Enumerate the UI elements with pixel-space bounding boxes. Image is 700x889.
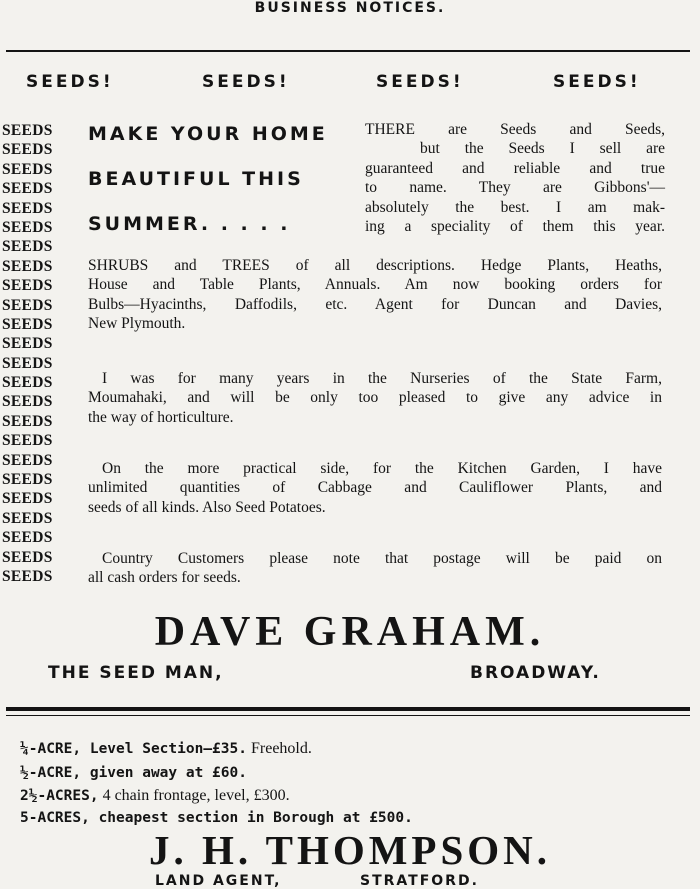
para-line: Country Customers please note that postage will be paid on <box>102 550 662 567</box>
listing-size: 2½-ACRES, <box>20 788 99 804</box>
intro-line: but the Seeds I sell are <box>420 140 665 158</box>
side-seeds: SEEDS <box>2 374 53 392</box>
para-line: the way of horticulture. <box>88 408 234 426</box>
side-seeds: SEEDS <box>2 218 53 236</box>
intro-line: absolutely the best. I am mak- <box>365 198 665 216</box>
listing-row <box>20 764 247 782</box>
land-agent-name: J. H. THOMPSON. <box>148 827 552 873</box>
side-seeds: SEEDS <box>2 141 53 159</box>
section-divider-thick <box>6 707 690 711</box>
intro-line: THERE are Seeds and Seeds, <box>365 121 665 138</box>
kitchen-paragraph <box>88 459 662 517</box>
listing-extra: Freehold. <box>246 740 312 757</box>
listing-desc: given away at £60. <box>81 765 247 781</box>
land-agent-tagline: LAND AGENT, <box>155 873 282 889</box>
seeds-banner-4: SEEDS! <box>553 72 641 92</box>
listing-row <box>20 787 290 805</box>
side-seeds: SEEDS <box>2 160 53 178</box>
para-line: unlimited quantities of Cabbage and Cauliflower Plants, and <box>88 479 662 497</box>
para-line: SHRUBS and TREES of all descriptions. Hedge Plants, Heaths, <box>88 257 662 274</box>
para-line: seeds of all kinds. Also Seed Potatoes. <box>88 498 326 516</box>
side-seeds: SEEDS <box>2 277 53 295</box>
side-seeds: SEEDS <box>2 432 53 450</box>
headline-line-2: BEAUTIFUL THIS <box>88 168 304 190</box>
listing-row <box>20 809 413 827</box>
para-line: Bulbs—Hyacinths, Daffodils, etc. Agent for Duncan and Davies, <box>88 295 662 313</box>
para-line: House and Table Plants, Annuals. Am now booking orders for <box>88 276 662 294</box>
side-seeds: SEEDS <box>2 296 53 314</box>
side-seeds: SEEDS <box>2 257 53 275</box>
seeds-banner-1: SEEDS! <box>26 72 114 92</box>
listing-desc: Level Section—£35. <box>81 741 247 757</box>
side-seeds: SEEDS <box>2 567 53 585</box>
advertiser-name: DAVE GRAHAM. <box>154 609 546 655</box>
section-heading: BUSINESS NOTICES. <box>254 0 446 16</box>
intro-line: ing a speciality of them this year. <box>365 217 665 235</box>
intro-paragraph <box>365 120 665 236</box>
side-seeds: SEEDS <box>2 412 53 430</box>
side-seeds: SEEDS <box>2 509 53 527</box>
side-seeds: SEEDS <box>2 180 53 198</box>
listing-size: 5-ACRES, <box>20 810 90 826</box>
side-seeds: SEEDS <box>2 354 53 372</box>
seedman-tagline: THE SEED MAN, <box>48 663 224 683</box>
side-seeds: SEEDS <box>2 335 53 353</box>
seeds-banner-2: SEEDS! <box>202 72 290 92</box>
side-seeds: SEEDS <box>2 548 53 566</box>
seeds-banner-3: SEEDS! <box>376 72 464 92</box>
side-seeds: SEEDS <box>2 238 53 256</box>
experience-paragraph <box>88 369 662 427</box>
side-seeds: SEEDS <box>2 315 53 333</box>
para-line: I was for many years in the Nurseries of the State Farm, <box>102 370 662 387</box>
top-divider <box>6 50 690 52</box>
land-agent-location: STRATFORD. <box>360 873 479 889</box>
para-line: Moumahaki, and will be only too pleased to give any advice in <box>88 389 662 407</box>
seeds-side-column <box>2 121 53 586</box>
listing-size: ½-ACRE, <box>20 765 82 781</box>
listing-row <box>20 740 312 758</box>
seedman-location: BROADWAY. <box>470 663 601 683</box>
side-seeds: SEEDS <box>2 451 53 469</box>
side-seeds: SEEDS <box>2 199 53 217</box>
side-seeds: SEEDS <box>2 471 53 489</box>
para-line: On the more practical side, for the Kitchen Garden, I have <box>102 460 662 477</box>
headline-line-1: MAKE YOUR HOME <box>88 123 328 145</box>
postage-paragraph <box>88 549 662 588</box>
listing-size: ¼-ACRE, <box>20 741 82 757</box>
shrubs-paragraph <box>88 256 662 334</box>
listing-desc: cheapest section in Borough at £500. <box>89 810 413 826</box>
listing-extra: 4 chain frontage, level, £300. <box>98 787 290 804</box>
para-line: all cash orders for seeds. <box>88 569 241 587</box>
side-seeds: SEEDS <box>2 122 53 139</box>
side-seeds: SEEDS <box>2 490 53 508</box>
side-seeds: SEEDS <box>2 393 53 411</box>
intro-line: to name. They are Gibbons'— <box>365 179 665 197</box>
intro-line: guaranteed and reliable and true <box>365 159 665 177</box>
side-seeds: SEEDS <box>2 529 53 547</box>
headline-line-3: SUMMER. . . . . <box>88 213 291 235</box>
section-divider-thin <box>6 715 690 716</box>
para-line: New Plymouth. <box>88 315 186 333</box>
